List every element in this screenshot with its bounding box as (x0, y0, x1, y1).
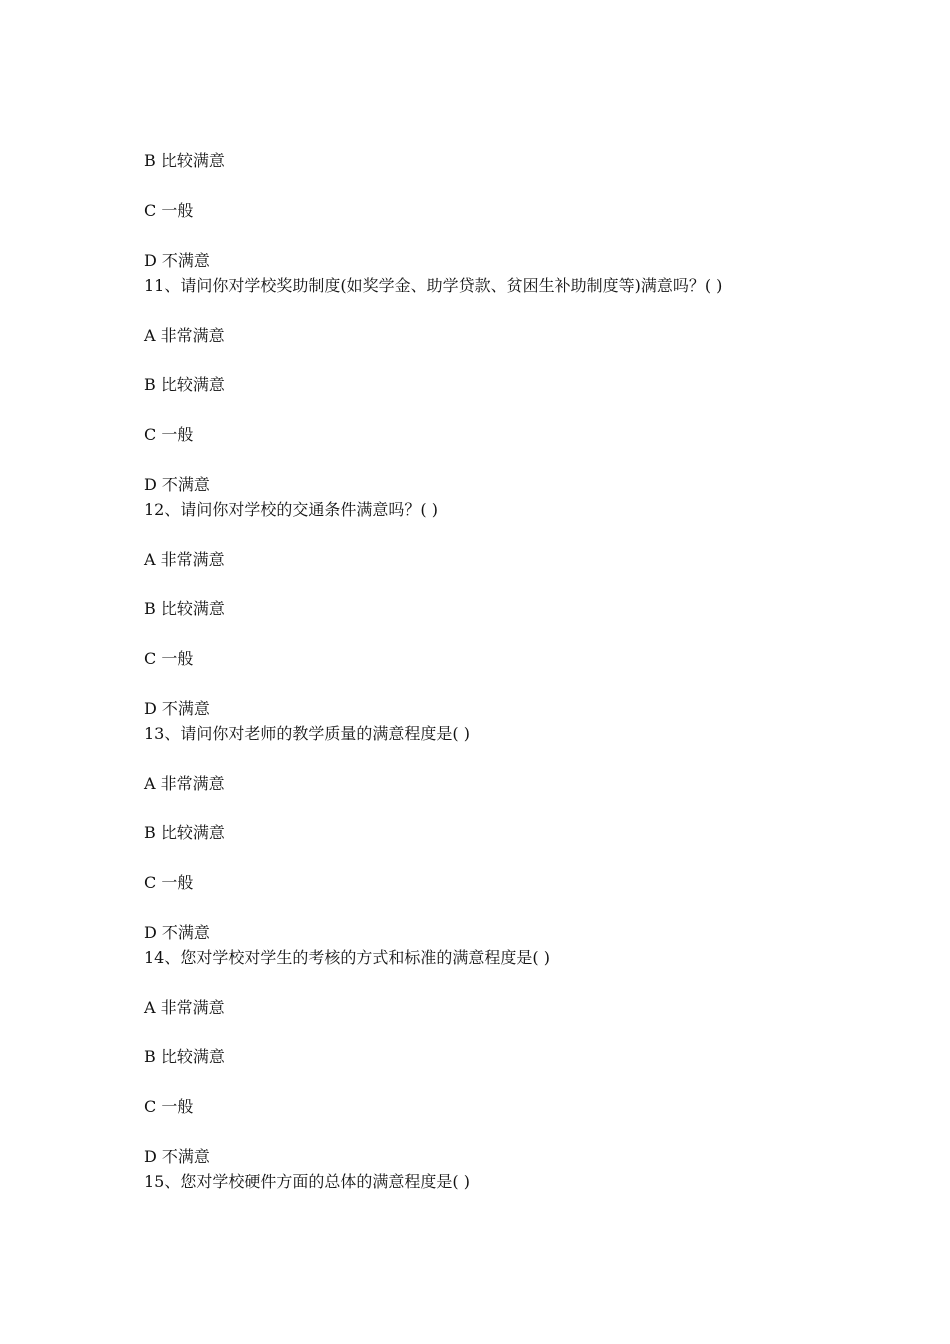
option-c: C 一般 (144, 649, 194, 668)
option-d: D 不满意 (144, 1147, 210, 1166)
option-b: B 比较满意 (144, 375, 225, 394)
question-15: 15、您对学校硬件方面的总体的满意程度是( ) (144, 1172, 470, 1191)
option-c: C 一般 (144, 873, 194, 892)
option-d: D 不满意 (144, 251, 210, 270)
option-c: C 一般 (144, 425, 194, 444)
question-12: 12、请问你对学校的交通条件满意吗？( ) (144, 500, 438, 519)
option-d: D 不满意 (144, 699, 210, 718)
question-13: 13、请问你对老师的教学质量的满意程度是( ) (144, 724, 470, 743)
option-b: B 比较满意 (144, 151, 225, 170)
question-11: 11、请问你对学校奖助制度(如奖学金、助学贷款、贫困生补助制度等)满意吗？( ) (144, 276, 723, 295)
option-c: C 一般 (144, 201, 194, 220)
option-a: A 非常满意 (144, 550, 225, 569)
option-d: D 不满意 (144, 475, 210, 494)
option-c: C 一般 (144, 1097, 194, 1116)
question-14: 14、您对学校对学生的考核的方式和标准的满意程度是( ) (144, 948, 550, 967)
option-b: B 比较满意 (144, 1047, 225, 1066)
option-b: B 比较满意 (144, 823, 225, 842)
option-a: A 非常满意 (144, 774, 225, 793)
option-a: A 非常满意 (144, 326, 225, 345)
option-b: B 比较满意 (144, 599, 225, 618)
option-a: A 非常满意 (144, 998, 225, 1017)
option-d: D 不满意 (144, 923, 210, 942)
